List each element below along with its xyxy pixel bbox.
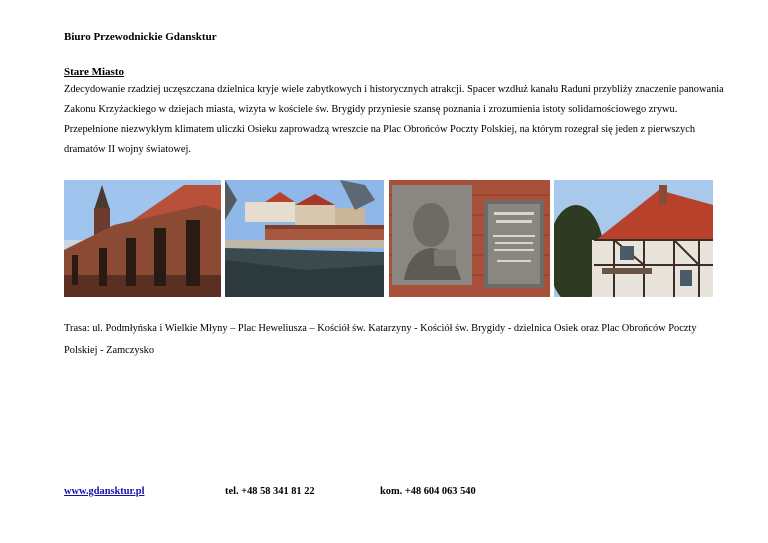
section-description: Zdecydowanie rzadziej uczęszczana dzielnica kryje wiele zabytkowych i historycznych atrakcji. Spacer wzdłuż kanału Raduni przybliży znaczenie panowania Zakonu Krzyżackiego w dziejach miasta, wizyta w kościele św. Brygidy przyniesie szansę poznania i zrozumienia istoty solidarnościowego zrywu. Przepełnione niezwykłym klimatem uliczki Osieku zaprowadzą wreszcie na Plac Obrońców Poczty Polskiej, na którym rozegrał się jeden z pierwszych dramatów II wojny światowej. xyxy=(64,84,724,155)
photo-radunia-canal xyxy=(225,180,384,297)
phone-number: tel. +48 58 341 81 22 xyxy=(225,486,315,497)
organization-name: Biuro Przewodnickie Gdansktur xyxy=(64,31,217,43)
mobile-number: kom. +48 604 063 540 xyxy=(380,486,476,497)
photo-brick-church xyxy=(64,180,221,297)
section-title: Stare Miasto xyxy=(64,66,124,78)
photo-heweliusz-plaque xyxy=(389,180,550,297)
route-description: Trasa: ul. Podmłyńska i Wielkie Młyny – Plac Heweliusza – Kościół św. Katarzyny - Kościół św. Brygidy - dzielnica Osiek oraz Plac Obrońców Poczty Polskiej - Zamczysko xyxy=(64,323,697,356)
website-link[interactable]: www.gdansktur.pl xyxy=(64,486,145,497)
photo-half-timbered-house xyxy=(554,180,713,297)
